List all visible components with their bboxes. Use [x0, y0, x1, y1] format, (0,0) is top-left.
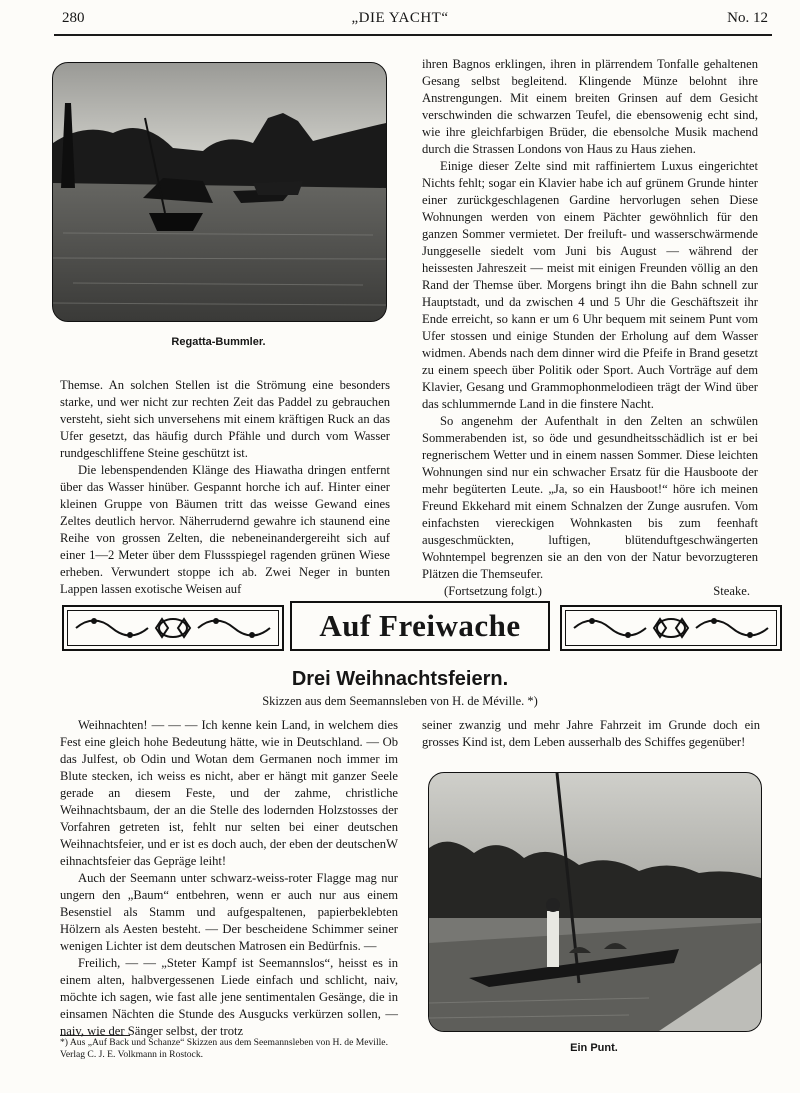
page-number: 280	[62, 10, 85, 26]
section-banner	[62, 601, 780, 651]
article-column-bottom-left	[60, 717, 398, 1040]
footnote: *) Aus „Auf Back und Schanze“ Skizzen aus dem Seemannsleben von H. de Meville. Verlag C. J. E. Volkmann in Rostock.	[60, 1037, 388, 1060]
article-subtitle: Skizzen aus dem Seemannsleben von H. de Méville. *)	[262, 694, 538, 708]
paragraph: So angenehm der Aufenthalt in den Zelten an schwülen Sommerabenden ist, so öde und gesundheitsschädlich ist er bei regnerischem Wetter und in einem nassen Sommer. Diese leichten Wohnungen sind nur ein schwacher Ersatz für die Hausboote der mehr begüterten Leute. „Ja, so ein Hausboot!“ höre ich meinen Freund Ekkehard mit einem Schnalzen der Zunge ausrufen. Vom einfachsten viereckigen Wohnkasten bis zum feenhaft ausgeschmückten, luftigen, blütenduftgeschwängerten Wohntempel begrenzen sie an den von der Natur bevorzugteren Plätzen die Themseufer.	[422, 414, 758, 581]
paragraph: Freilich, — — „Steter Kampf ist Seemannslos“, heisst es in einem alten, halbvergessenen Liede einfach und schlicht, naiv, möchte ich sagen, wie fast alle jene sentimentalen Gesänge, die in einsamen Nächten die Stunde des Ausgucks verkürzen sollen, — naiv, wie der Sänger selbst, der trotz	[60, 956, 398, 1038]
photo-caption-punt: Ein Punt.	[570, 1042, 618, 1054]
issue-number: No. 12	[727, 10, 768, 26]
section-banner-title: Auf Freiwache	[290, 601, 550, 651]
article-title: Drei Weihnachtsfeiern.	[291, 668, 509, 690]
paragraph: ihren Bagnos erklingen, ihren in plärrendem Tonfalle gehaltenen Gesang selbst begleitend. Klingende Münze belohnt ihre Anstrengungen. Mit einem breiten Grinsen auf dem Gesicht verschwinden die schwarzen Teufel, die ebensowenig echt sind, wie ihre gleichfarbigen Brüder, die ebensolche Musik machend durch die Strassen Londons von Haus zu Haus ziehen.	[422, 57, 758, 156]
regatta-photo	[52, 62, 387, 322]
article-column-bottom-right	[422, 717, 760, 751]
paragraph: Einige dieser Zelte sind mit raffiniertem Luxus eingerichtet Nichts fehlt; sogar ein Klavier habe ich auf grünem Grunde hinter einer zurückgeschlagenen Gardine hervorlugen sehen Diese Wohnungen werden von einem Pächter gewöhnlich für den ganzen Sommer vermietet. Der freiluft- und wasserschwärmende Junggeselle siedelt vom Juni bis August — während der heissesten Jahreszeit — meist mit einigen Freunden völlig an den Rand der Themse über. Morgens bringt ihn die Bahn schnell zur Hauptstadt, und da zwischen 4 und 5 Uhr die Geschäftszeit ihr Ende erreicht, so kann er um 6 Uhr bequem mit seinem Punt vom Ufer stossen und einige Stunden der Erholung auf dem Wasser widmen. Abends nach dem dinner wird die Pfeife in Brand gesetzt zu einem speech über Politik oder Sport. Auch Vorträge auf dem Klavier, Gesang und Grammophonmelodieen trägt der Wind über das schlummernde Land in die finstere Nacht.	[422, 159, 758, 411]
article-column-top-right	[422, 56, 758, 600]
article-column-top-left	[60, 377, 390, 598]
header-rule	[54, 34, 772, 36]
signature-line	[422, 583, 758, 600]
paragraph: Die lebenspendenden Klänge des Hiawatha dringen entfernt über das Wasser hinüber. Gespannt horche ich auf. Hinter einer kleinen Gruppe von Bäumen tritt das weisse Gewand eines Zeltes deutlich hervor. Näherrudernd gewahre ich staunend eine Reihe von grossen Zelten, die nebeneinandergereiht sich auf einer 1—2 Meter über dem Flussspiegel ragenden grünen Wiese erheben. Verwundert stoppe ich ab. Zwei Neger in bunten Lappen lassen exotische Weisen auf	[60, 463, 390, 596]
photo-caption-regatta: Regatta-Bummler.	[171, 336, 266, 348]
journal-title: „DIE YACHT“	[351, 10, 449, 26]
paragraph: Weihnachten! — — — Ich kenne kein Land, in welchem dies Fest eine gleich hohe Bedeutung hätte, wie in Deutschland. — Ob das Julfest, ob Odin und Wotan dem Germanen noch immer im Blute stecken, ich weiss es nicht, aber er hängt mit ganzer Seele gerade an diesem Feste, und der zahme, christliche Weihnachtsbaum, der an die Stelle des lodernden Holzstosses der Vorfahren getreten ist, fehlt nur selten bei einer deutschen Weihnachtsfeier, und er ist es doch auch, der eben der deutschenW eihnachtsfeier das Gepräge leiht!	[60, 718, 398, 868]
footnote-rule	[60, 1035, 130, 1036]
paragraph: Auch der Seemann unter schwarz-weiss-roter Flagge mag nur ungern den „Baum“ entbehren, wenn er auch nur aus einem Besenstiel als Stamm und aufgespaltenen, papierbeklebten Hölzern als Aesten besteht. — Der bescheidene Schimmer seiner wenigen Lichter ist dem deutschen Matrosen ein Bedürfnis. —	[60, 871, 398, 953]
paragraph: Themse. An solchen Stellen ist die Strömung eine besonders starke, und wer nicht zur rechten Zeit das Paddel zu gebrauchen versteht, sieht sich unversehens mit einem kräftigen Ruck an das Ufer gesetzt, das häufig durch Pfähle und durch vom Wasser rundgeschliffene Steine geschützt ist.	[60, 378, 390, 460]
punt-photo	[428, 772, 762, 1032]
paragraph: seiner zwanzig und mehr Jahre Fahrzeit im Grunde doch ein grosses Kind ist, dem Leben ausserhalb des Schiffes gegenüber!	[422, 718, 760, 749]
ornament-left	[62, 605, 284, 651]
ornament-right	[560, 605, 782, 651]
author-name: Steake.	[713, 584, 750, 598]
continuation-note: (Fortsetzung folgt.)	[444, 584, 542, 598]
